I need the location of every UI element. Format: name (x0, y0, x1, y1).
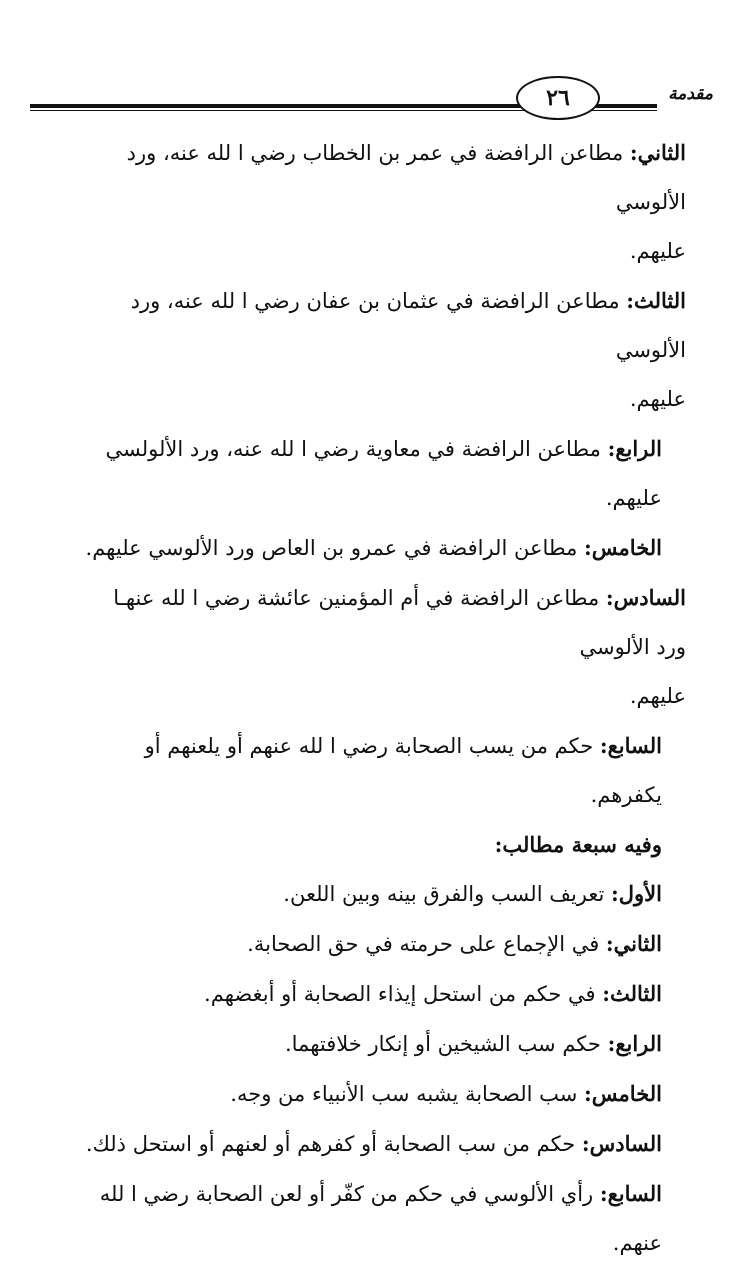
paragraph (80, 227, 686, 276)
item-lead: السابع: (599, 1181, 662, 1206)
item-lead: الثاني: (605, 931, 662, 956)
paragraph (80, 128, 686, 227)
paragraph (80, 573, 686, 672)
item-lead: السادس: (581, 1131, 662, 1156)
paragraph-text: عليهم. (629, 387, 686, 411)
list-item (80, 869, 686, 919)
item-lead: الرابع: (607, 1031, 662, 1056)
paragraph-text: عليهم. (629, 684, 686, 708)
paragraph (80, 721, 686, 820)
item-text: في الإجماع على حرمته في حق الصحابة. (247, 932, 606, 956)
list-item (80, 1119, 686, 1169)
paragraph-lead: السادس: (605, 585, 686, 610)
paragraph-text: مطاعن الرافضة في أم المؤمنين عائشة رضي ا لله عنهـا ورد الألوسي (113, 586, 686, 659)
paragraph (80, 672, 686, 721)
paragraph-lead: السابع: (599, 733, 662, 758)
item-text: رأي الألوسي في حكم من كفّر أو لعن الصحابة رضي ا لله عنهم. (99, 1182, 662, 1255)
list-item (80, 969, 686, 1019)
paragraph-text: مطاعن الرافضة في عثمان بن عفان رضي ا لله عنه، ورد الألوسي (130, 289, 686, 362)
list-item (80, 1069, 686, 1119)
paragraph-text: مطاعن الرافضة في معاوية رضي ا لله عنه، ورد الألولسي عليهم. (105, 437, 662, 510)
paragraph-text: حكم من يسب الصحابة رضي ا لله عنهم أو يلعنهم أو يكفرهم. (144, 734, 662, 807)
item-text: تعريف السب والفرق بينه وبين اللعن. (283, 882, 612, 906)
item-text: في حكم من استحل إيذاء الصحابة أو أبغضهم. (204, 982, 603, 1006)
paragraph (80, 424, 686, 523)
paragraph (80, 375, 686, 424)
paragraph-text: مطاعن الرافضة في عمر بن الخطاب رضي ا لله عنه، ورد الألوسي (126, 141, 686, 214)
paragraph-text: مطاعن الرافضة في عمرو بن العاص ورد الألوسي عليهم. (85, 536, 585, 560)
paragraph-lead: الثالث: (626, 288, 686, 313)
item-text: سب الصحابة يشبه سب الأنبياء من وجه. (230, 1082, 585, 1106)
page-number: ٢٦ (516, 76, 600, 120)
page-header (0, 0, 743, 120)
list-item (80, 1019, 686, 1069)
subsection-heading: وفيه سبعة مطالب: (494, 832, 662, 857)
item-lead: الثالث: (602, 981, 662, 1006)
section-label: مقدمة (668, 84, 713, 104)
item-lead: الخامس: (584, 1081, 662, 1106)
item-text: حكم من سب الصحابة أو كفرهم أو لعنهم أو استحل ذلك. (85, 1132, 582, 1156)
item-lead: الأول: (611, 881, 662, 906)
paragraph (80, 523, 686, 573)
paragraph-text: عليهم. (629, 239, 686, 263)
paragraph (80, 276, 686, 375)
paragraph-lead: الثاني: (629, 140, 686, 165)
list-item (80, 1169, 686, 1268)
list-item (80, 919, 686, 969)
item-text: حكم سب الشيخين أو إنكار خلافتهما. (284, 1032, 608, 1056)
paragraph-lead: الخامس: (584, 535, 662, 560)
paragraph-lead: الرابع: (607, 436, 662, 461)
page-body (80, 128, 686, 1268)
